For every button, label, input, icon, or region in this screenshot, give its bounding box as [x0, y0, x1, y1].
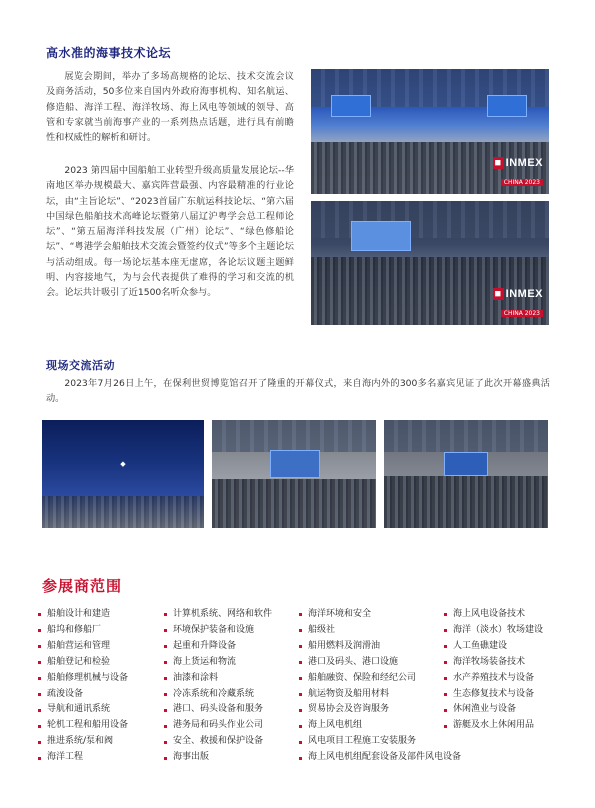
list-item: 水产养殖技术与设备 [444, 671, 543, 687]
forum-paragraph-2: 2023 第四届中国船舶工业转型升级高质量发展论坛--华南地区举办规模最大、嘉宾阵营最强、内容最精准的行业论坛，由“主旨论坛”、“2023首届广东航运科技论坛、“第六届中国绿色船舶技术高峰论坛暨第八届辽沪粤学会总工程师论坛”、“第五届海洋科技发展（广州）论坛”、“绿色修船论坛”、“粤港学会船舶技术交流会暨签约仪式”等多个主题论坛与活动组成。每一场论坛基本座无虚席，各论坛议题主题鲜明、内容接地气，为与会代表提供了难得的学习和交流的机会。论坛共计吸引了近1500名听众参与。 [46, 165, 294, 299]
list-item: 环境保护装备和设施 [164, 623, 272, 639]
forum-photo-1 [311, 69, 549, 194]
inmex-logo: ■ INMEX CHINA 2023 [494, 157, 543, 186]
onsite-photo-2 [212, 420, 376, 528]
list-item: 港口及码头、港口设施 [299, 655, 461, 671]
list-item: 贸易协会及咨询服务 [299, 702, 461, 718]
list-item: 船舶登记和检验 [38, 655, 128, 671]
list-item: 船舶设计和建造 [38, 607, 128, 623]
inmex-logo: ■ INMEX CHINA 2023 [494, 288, 543, 317]
list-item: 船舶营运和管理 [38, 639, 128, 655]
scope-column-4 [444, 607, 543, 734]
list-item: 疏浚设备 [38, 687, 128, 703]
list-item: 轮机工程和船用设备 [38, 718, 128, 734]
list-item: 海上风电机组配套设备及部件风电设备 [299, 750, 461, 766]
list-item: 港口、码头设备和服务 [164, 702, 272, 718]
list-item: 海洋工程 [38, 750, 128, 766]
scope-column-3 [299, 607, 461, 766]
list-item: 游艇及水上休闲用品 [444, 718, 543, 734]
list-item: 休闲渔业与设备 [444, 702, 543, 718]
onsite-paragraph: 2023年7月26日上午，在保利世贸博览馆召开了隆重的开幕仪式，来自海内外的300多名嘉宾见证了此次开幕盛典活动。 [46, 378, 550, 405]
list-item: 船用燃料及润滑油 [299, 639, 461, 655]
list-item: 海洋环境和安全 [299, 607, 461, 623]
onsite-photo-3 [384, 420, 548, 528]
list-item: 港务局和码头作业公司 [164, 718, 272, 734]
list-item: 海洋（淡水）牧场建设 [444, 623, 543, 639]
list-item: 船舶融资、保险和经纪公司 [299, 671, 461, 687]
list-item: 船舶修理机械与设备 [38, 671, 128, 687]
list-item: 海上风电机组 [299, 718, 461, 734]
list-item: 起重和升降设备 [164, 639, 272, 655]
list-item: 计算机系统、网络和软件 [164, 607, 272, 623]
scope-column-1 [38, 607, 128, 766]
list-item: 船坞和修船厂 [38, 623, 128, 639]
list-item: 海洋牧场装备技术 [444, 655, 543, 671]
list-item: 冷冻系统和冷藏系统 [164, 687, 272, 703]
scope-column-2 [164, 607, 272, 766]
onsite-section-title: 现场交流活动 [46, 359, 115, 372]
forum-photo-2 [311, 201, 549, 325]
list-item: 人工鱼礁建设 [444, 639, 543, 655]
list-item: 航运物资及船用材料 [299, 687, 461, 703]
list-item: 安全、救援和保护设备 [164, 734, 272, 750]
list-item: 船级社 [299, 623, 461, 639]
exhibitor-scope-title: 参展商范围 [42, 577, 123, 595]
list-item: 油漆和涂料 [164, 671, 272, 687]
list-item: 导航和通讯系统 [38, 702, 128, 718]
forum-paragraph-1: 展览会期间，举办了多场高规格的论坛、技术交流会议及商务活动，50多位来自国内外政府海事机构、知名航运、修造船、海洋工程、海洋牧场、海上风电等领域的领导、高管和专家就当前海事产业的一系列热点话题，进行具有前瞻性和权威性的解析和研讨。 [46, 71, 294, 144]
forum-section-title: 高水准的海事技术论坛 [46, 46, 172, 60]
list-item: 海上风电设备技术 [444, 607, 543, 623]
list-item: 推进系统/泵和阀 [38, 734, 128, 750]
list-item: 生态修复技术与设备 [444, 687, 543, 703]
list-item: 海上货运和物流 [164, 655, 272, 671]
list-item: 风电项目工程施工安装服务 [299, 734, 461, 750]
opening-ceremony-photo: ◆ [42, 420, 204, 528]
list-item: 海事出版 [164, 750, 272, 766]
